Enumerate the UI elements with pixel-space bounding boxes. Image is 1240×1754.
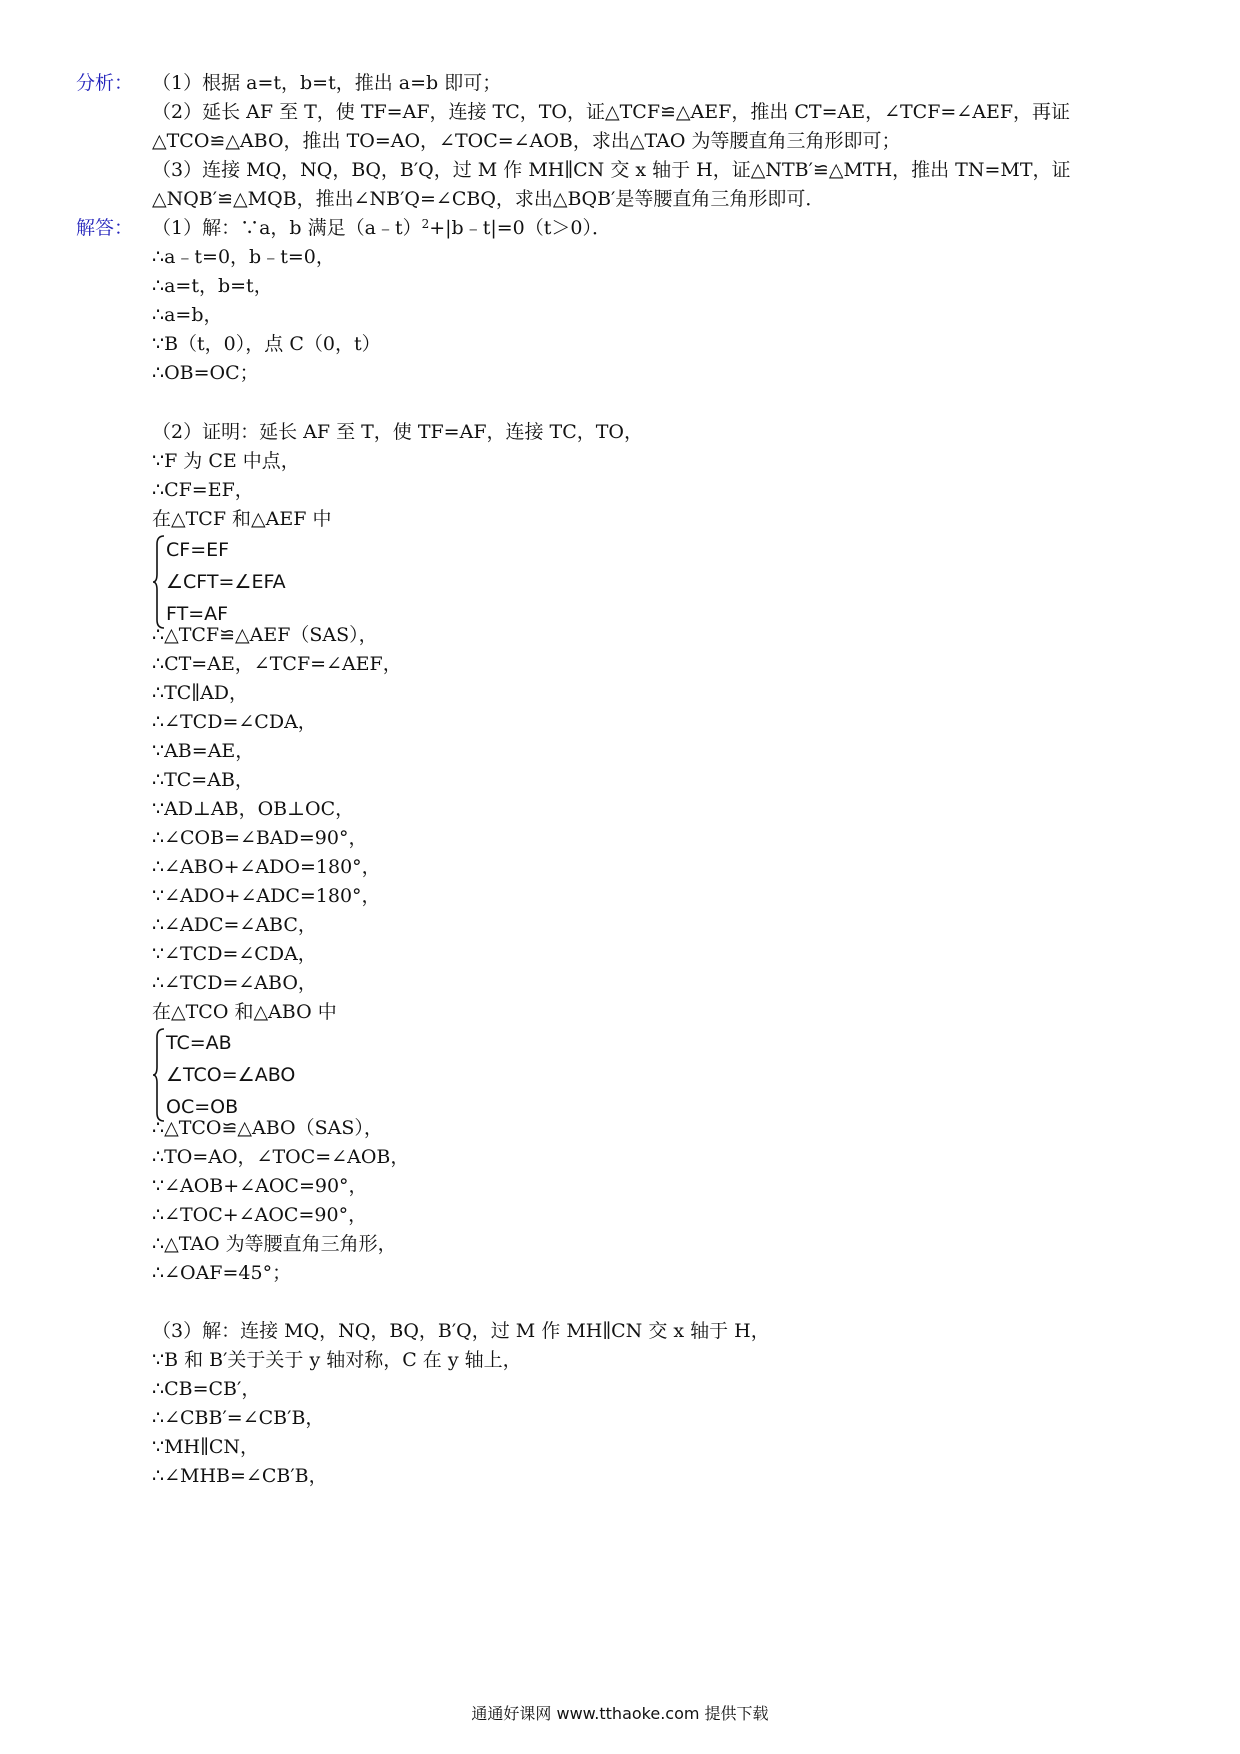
solution-line: ∴a=t，b=t，: [152, 275, 273, 297]
solution-line: ∴CB=CB′，: [152, 1378, 261, 1400]
analysis-line: （3）连接 MQ，NQ，BQ，B′Q，过 M 作 MH∥CN 交 x 轴于 H，证△NTB′≌△MTH，推出 TN=MT，证: [152, 159, 1071, 181]
left-brace-icon: [152, 1027, 166, 1123]
left-brace-icon: [152, 534, 166, 630]
solution-line: ∴TC=AB，: [152, 769, 254, 791]
equation-system: [152, 1027, 392, 1123]
equation-row: FT=AF: [166, 603, 229, 625]
analysis-line: （2）延长 AF 至 T，使 TF=AF，连接 TC，TO，证△TCF≌△AEF，推出 CT=AE，∠TCF=∠AEF，再证: [152, 101, 1071, 123]
solution-line: ∴TO=AO，∠TOC=∠AOB，: [152, 1146, 410, 1168]
solution-line: ∴a﹣t=0，b﹣t=0，: [152, 246, 335, 268]
analysis-line: △TCO≌△ABO，推出 TO=AO，∠TOC=∠AOB，求出△TAO 为等腰直角三角形即可；: [152, 130, 901, 152]
solution-line: ∵∠ADO+∠ADC=180°，: [152, 885, 381, 907]
part1-first-text-rest: +|b﹣t|=0（t＞0）．: [429, 217, 611, 239]
solution-line: ∵∠AOB+∠AOC=90°，: [152, 1175, 368, 1197]
solution-line: ∴CT=AE，∠TCF=∠AEF，: [152, 653, 402, 675]
part1-first-text: （1）解：∵a，b 满足（a﹣t）: [152, 217, 422, 239]
solution-line: 在△TCO 和△ABO 中: [152, 1001, 337, 1023]
solution-line: （3）解：连接 MQ，NQ，BQ，B′Q，过 M 作 MH∥CN 交 x 轴于 H，: [152, 1320, 770, 1342]
equation-row: ∠TCO=∠ABO: [166, 1064, 296, 1086]
solution-line: ∴∠MHB=∠CB′B，: [152, 1465, 328, 1487]
solution-line: ∴OB=OC；: [152, 362, 259, 384]
exponent: 2: [421, 217, 430, 231]
page-footer: 通通好课网 www.tthaoke.com 提供下载: [471, 1704, 769, 1723]
solution-line: ∴∠TCD=∠CDA，: [152, 711, 317, 733]
solution-line: ∵B 和 B′关于关于 y 轴对称，C 在 y 轴上，: [152, 1349, 522, 1371]
equation-system: [152, 534, 392, 630]
answer-label: 解答：: [76, 217, 134, 239]
solution-line: ∴CF=EF，: [152, 479, 254, 501]
solution-line: ∴a=b，: [152, 304, 223, 326]
solution-line: ∴△TCF≌△AEF（SAS），: [152, 624, 378, 646]
solution-line: 在△TCF 和△AEF 中: [152, 508, 332, 530]
solution-line: ∴∠OAF=45°；: [152, 1262, 292, 1284]
solution-line: ∵F 为 CE 中点，: [152, 450, 300, 472]
solution-line: ∴△TCO≌△ABO（SAS），: [152, 1117, 383, 1139]
solution-line: ∴∠ABO+∠ADO=180°，: [152, 856, 381, 878]
solution-line: ∵AD⊥AB，OB⊥OC，: [152, 798, 355, 820]
solution-line: ∴∠TCD=∠ABO，: [152, 972, 317, 994]
solution-line: ∵MH∥CN，: [152, 1436, 260, 1458]
solution-line: ∴TC∥AD，: [152, 682, 249, 704]
analysis-line: △NQB′≌△MQB，推出∠NB′Q=∠CBQ，求出△BQB′是等腰直角三角形即可．: [152, 188, 825, 210]
solution-line: ∴∠TOC+∠AOC=90°，: [152, 1204, 368, 1226]
solution-line: ∴∠CBB′=∠CB′B，: [152, 1407, 325, 1429]
solution-line: ∴∠COB=∠BAD=90°，: [152, 827, 368, 849]
solution-line: ∵AB=AE，: [152, 740, 255, 762]
analysis-label: 分析：: [76, 72, 134, 94]
solution-line: （2）证明：延长 AF 至 T，使 TF=AF，连接 TC，TO，: [152, 421, 644, 443]
equation-row: ∠CFT=∠EFA: [166, 571, 286, 593]
analysis-line: （1）根据 a=t，b=t，推出 a=b 即可；: [152, 72, 502, 94]
part1-first-line: [152, 215, 611, 241]
equation-row: CF=EF: [166, 539, 230, 561]
solution-line: ∵∠TCD=∠CDA，: [152, 943, 317, 965]
solution-line: ∵B（t，0），点 C（0，t）: [152, 333, 381, 355]
solution-line: ∴△TAO 为等腰直角三角形，: [152, 1233, 397, 1255]
equation-row: TC=AB: [166, 1032, 232, 1054]
solution-line: ∴∠ADC=∠ABC，: [152, 914, 317, 936]
equation-row: OC=OB: [166, 1096, 239, 1118]
